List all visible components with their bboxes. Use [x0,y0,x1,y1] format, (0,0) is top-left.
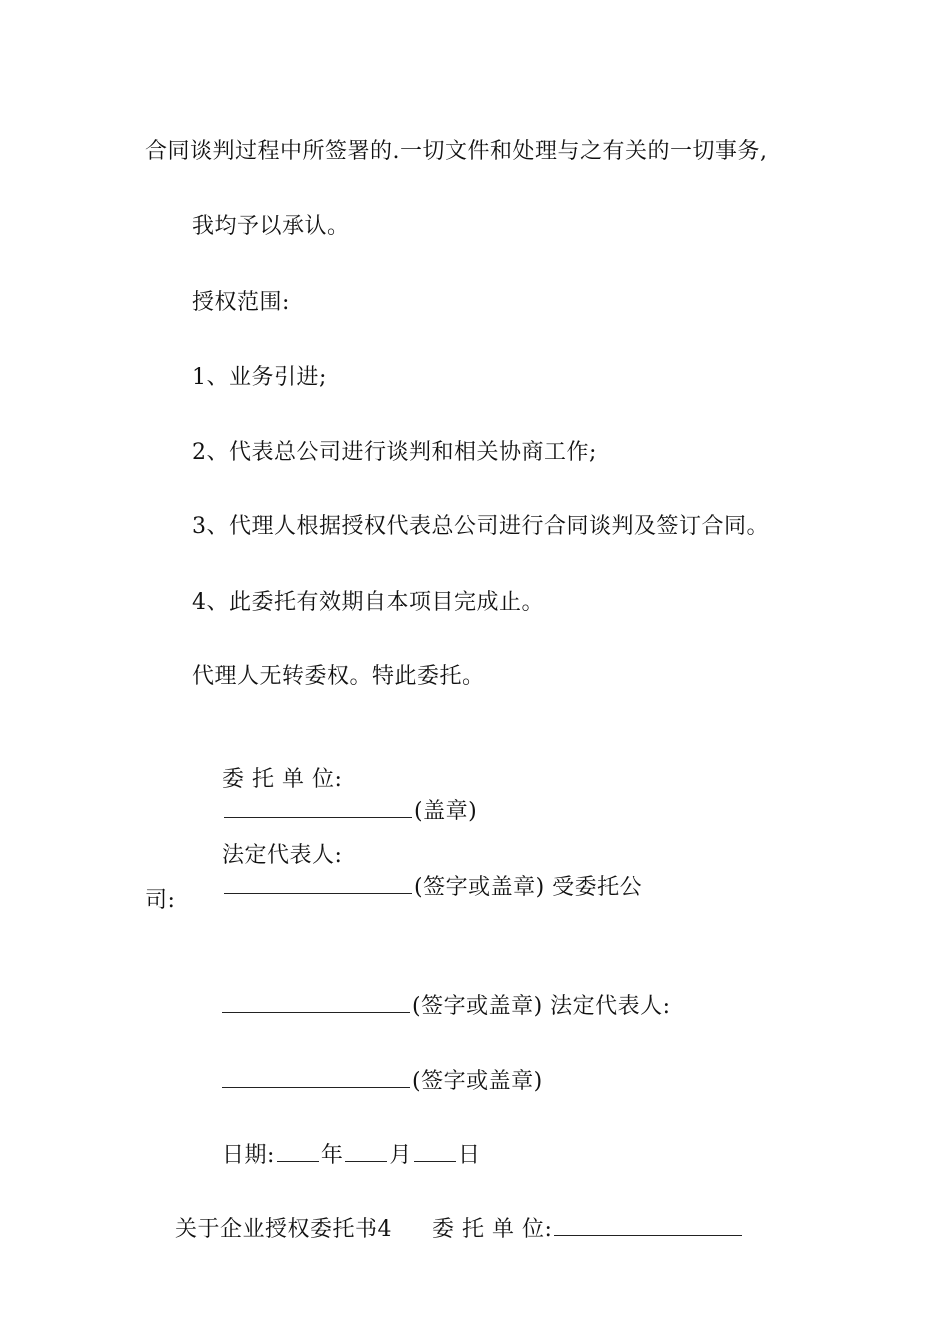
entrust-unit-suffix: (盖章) [413,799,478,824]
year-blank [277,1139,319,1162]
next-entrust-label: 委 托 单 位: [431,1217,553,1242]
signature-suffix-2: (签字或盖章) [411,1069,543,1094]
month-blank [345,1139,387,1162]
legal-rep-blank [224,871,412,894]
date-label: 日期: [221,1143,275,1168]
scope-item-3: 3、代理人根据授权代表总公司进行合同谈判及签订合同。 [192,514,769,539]
company-continuation: 司: [145,888,176,913]
legal-rep-suffix: (签字或盖章) 受委托公 [413,875,643,900]
text-line-2: 我均予以承认。 [192,214,350,239]
scope-item-1: 1、业务引进; [192,365,327,390]
entrust-unit-label: 委 托 单 位: [221,767,343,792]
signature-suffix-1: (签字或盖章) 法定代表人: [411,994,671,1019]
next-entrust-blank [554,1213,742,1236]
next-section-line [145,1183,744,1275]
month-label: 月 [389,1143,412,1168]
next-section-title: 关于企业授权委托书4 [174,1217,392,1242]
no-subdelegation-line: 代理人无转委权。特此委托。 [192,664,485,689]
text-line-1: 合同谈判过程中所签署的.一切文件和处理与之有关的一切事务, [145,139,768,164]
signature-blank-2 [222,1065,410,1088]
legal-rep-label: 法定代表人: [221,843,343,868]
day-label: 日 [457,1143,481,1168]
scope-heading: 授权范围: [192,290,290,315]
legal-rep-line [192,811,642,933]
day-blank [414,1139,456,1162]
scope-item-2: 2、代表总公司进行谈判和相关协商工作; [192,440,597,465]
scope-item-4: 4、此委托有效期自本项目完成止。 [192,590,544,615]
year-label: 年 [320,1143,344,1168]
signature-blank-1 [222,990,410,1013]
